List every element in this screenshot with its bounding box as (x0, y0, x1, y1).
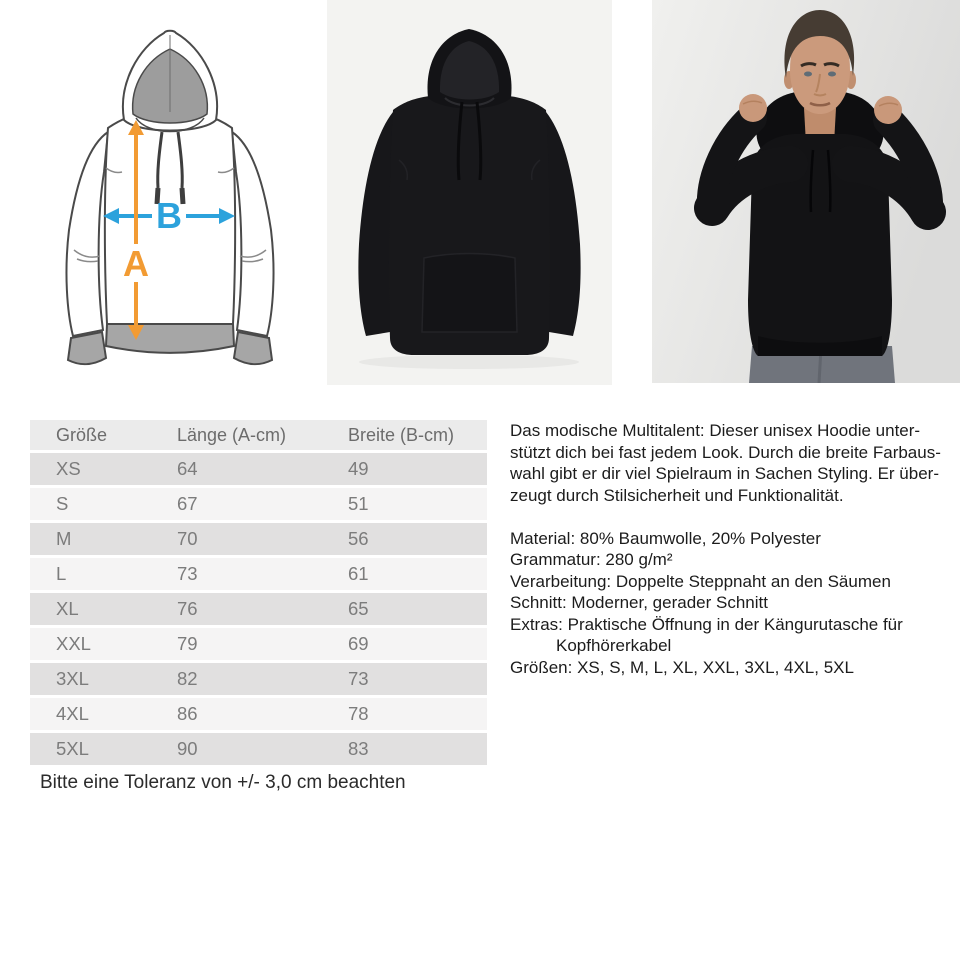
laenge-cell: 70 (177, 523, 348, 555)
model-photo-illustration (652, 0, 960, 383)
hem-band (106, 324, 234, 353)
laenge-cell: 64 (177, 453, 348, 485)
table-row (30, 733, 487, 765)
breite-cell: 65 (348, 593, 487, 625)
description-intro-line: wahl gibt er dir viel Spielraum in Sachen Styling. Er über- (510, 464, 939, 483)
header-groesse: Größe (30, 420, 177, 450)
breite-cell: 73 (348, 663, 487, 695)
laenge-cell: 90 (177, 733, 348, 765)
spec-extras: Extras: Praktische Öffnung in der Kängurutasche für (510, 614, 903, 634)
size-cell: XL (30, 593, 177, 625)
size-chart-header-row (30, 420, 487, 450)
spec-extras-continued: Kopfhörerkabel (556, 636, 672, 655)
size-cell: XXL (30, 628, 177, 660)
description-intro-line: Das modische Multitalent: Dieser unisex Hoodie unter- (510, 421, 921, 440)
left-eye (804, 72, 812, 77)
size-cell: XS (30, 453, 177, 485)
left-cuff (68, 332, 106, 364)
kangaroo-pocket (422, 254, 517, 333)
product-description (510, 420, 960, 678)
laenge-cell: 86 (177, 698, 348, 730)
laenge-cell: 79 (177, 628, 348, 660)
size-cell: L (30, 558, 177, 590)
breite-cell: 49 (348, 453, 487, 485)
size-cell: 5XL (30, 733, 177, 765)
right-sleeve (232, 132, 274, 336)
right-fist (874, 96, 902, 124)
right-eye (828, 72, 836, 77)
table-row (30, 488, 487, 520)
size-chart-table (30, 417, 487, 768)
table-row (30, 628, 487, 660)
left-fist (739, 94, 767, 122)
laenge-cell: 67 (177, 488, 348, 520)
breite-cell: 78 (348, 698, 487, 730)
laenge-cell: 76 (177, 593, 348, 625)
breite-cell: 61 (348, 558, 487, 590)
width-label: B (156, 195, 182, 236)
table-row (30, 523, 487, 555)
left-sleeve (66, 132, 108, 336)
table-row (30, 453, 487, 485)
header-breite: Breite (B-cm) (348, 420, 487, 450)
breite-cell: 69 (348, 628, 487, 660)
hoodie-model-photo (652, 0, 960, 383)
spec-schnitt: Schnitt: Moderner, gerader Schnitt (510, 593, 768, 612)
header-laenge: Länge (A-cm) (177, 420, 348, 450)
hoodie-measurement-sketch (40, 20, 300, 380)
drawstring-right-aglet (182, 188, 183, 204)
table-row (30, 663, 487, 695)
table-row (30, 593, 487, 625)
table-row (30, 558, 487, 590)
description-intro-line: zeugt durch Stilsicherheit und Funktionalität. (510, 485, 844, 505)
description-spacer (510, 506, 960, 528)
tolerance-note: Bitte eine Toleranz von +/- 3,0 cm beachten (40, 772, 406, 793)
measurement-sketch-illustration (40, 20, 300, 380)
laenge-cell: 73 (177, 558, 348, 590)
breite-cell: 51 (348, 488, 487, 520)
spec-grammatur: Grammatur: 280 g/m² (510, 550, 673, 569)
spec-verarbeitung: Verarbeitung: Doppelte Steppnaht an den Säumen (510, 571, 891, 591)
spec-material: Material: 80% Baumwolle, 20% Polyester (510, 528, 821, 548)
laenge-cell: 82 (177, 663, 348, 695)
hoodie-product-photo (327, 0, 612, 385)
description-intro-line: stützt dich bei fast jedem Look. Durch die breite Farbaus- (510, 442, 941, 462)
product-photo-illustration (327, 0, 612, 385)
breite-cell: 83 (348, 733, 487, 765)
spec-groessen: Größen: XS, S, M, L, XL, XXL, 3XL, 4XL, 5XL (510, 657, 854, 677)
table-row (30, 698, 487, 730)
floor-shadow (359, 355, 579, 369)
size-cell: S (30, 488, 177, 520)
size-cell: M (30, 523, 177, 555)
length-label: A (123, 243, 149, 284)
breite-cell: 56 (348, 523, 487, 555)
size-cell: 3XL (30, 663, 177, 695)
size-cell: 4XL (30, 698, 177, 730)
right-cuff (234, 332, 272, 364)
